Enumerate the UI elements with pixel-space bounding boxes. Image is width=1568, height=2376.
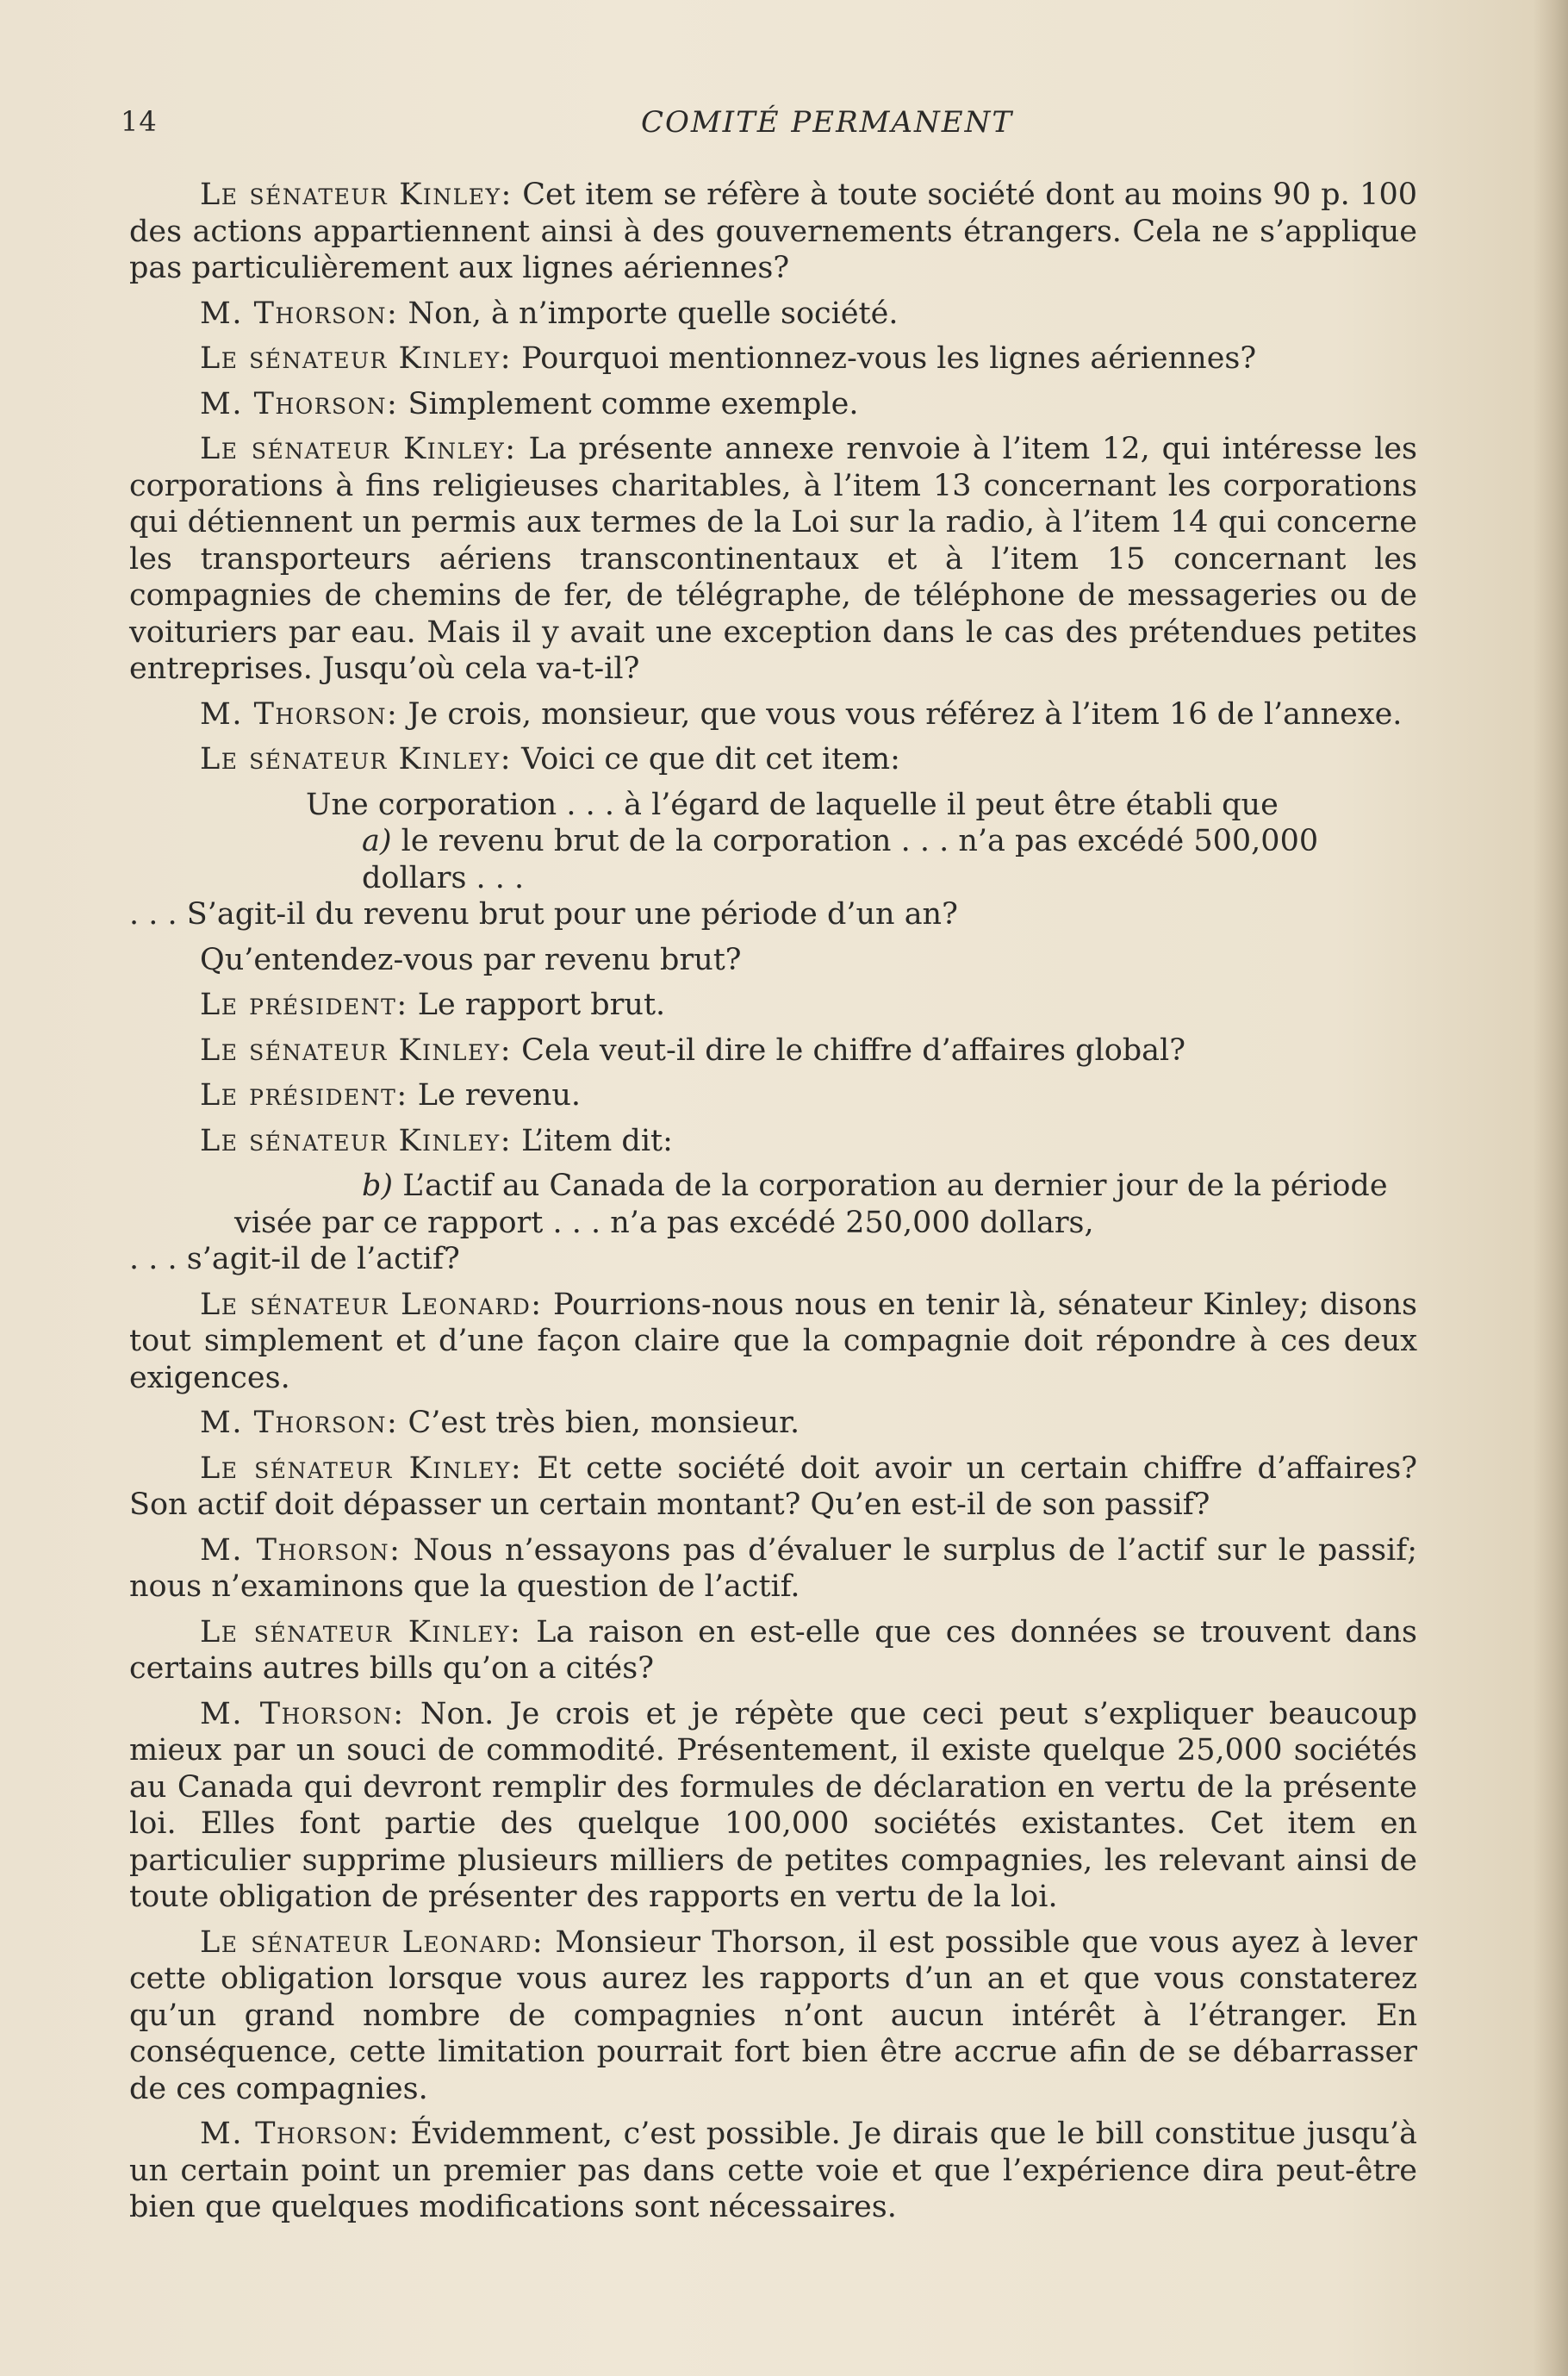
paragraph-text: Pourquoi mentionnez-vous les lignes aériennes? <box>512 341 1257 376</box>
transcript-paragraph <box>129 1614 1417 1687</box>
speaker-name: Le sénateur Kinley: <box>200 1032 513 1068</box>
transcript-paragraph <box>129 386 1417 423</box>
paragraph-text: Non, à n’importe quelle société. <box>398 296 899 331</box>
item-label: b) <box>362 1169 394 1203</box>
paragraph-text: Cela veut-il dire le chiffre d’affaires global? <box>512 1032 1186 1068</box>
transcript-paragraph <box>129 1032 1417 1070</box>
page-number: 14 <box>121 105 158 138</box>
speaker-name: Le président: <box>200 1078 408 1113</box>
paragraph-text: Et cette société doit avoir un certain chiffre d’affaires? Son actif doit dépasser un certain montant? Qu’en est-il de son passif? <box>129 1450 1417 1522</box>
transcript-paragraph <box>129 741 1417 778</box>
speaker-name: M. Thorson: <box>200 1532 401 1568</box>
paragraph-text: Voici ce que dit cet item: <box>512 742 900 776</box>
quoted-item <box>129 823 1417 896</box>
speaker-name: M. Thorson: <box>200 296 399 331</box>
transcript-paragraph <box>129 1123 1417 1160</box>
transcript-paragraph <box>129 1532 1417 1606</box>
speaker-name: Le sénateur Kinley: <box>200 1450 523 1486</box>
transcript-paragraph <box>129 1696 1417 1916</box>
transcript-paragraph <box>129 177 1417 287</box>
transcript-paragraph <box>129 1077 1417 1114</box>
continuation-line: . . . s’agit-il de l’actif? <box>129 1242 460 1276</box>
quoted-item-continuation: visée par ce rapport . . . n’a pas excédé 250,000 dollars, <box>234 1205 1094 1240</box>
speaker-name: M. Thorson: <box>200 696 399 732</box>
quoted-text: Une corporation . . . à l’égard de laquelle il peut être établi que <box>306 787 1279 822</box>
transcript-paragraph <box>129 2116 1417 2226</box>
page-edge-shadow <box>1534 0 1568 2376</box>
paragraph-text: C’est très bien, monsieur. <box>398 1406 800 1440</box>
transcript-body <box>129 177 1417 2235</box>
page-header <box>121 105 1422 148</box>
paragraph-text: Monsieur Thorson, il est possible que vous ayez à lever cette obligation lorsque vous aurez les rapports d’un an et que vous constaterez qu’un grand nombre de compagnies n’ont aucun intérêt à l’étranger. En conséquence, cette limitation pourrait fort bien être accrue afin de se débarrasser de ces compagnies. <box>129 1924 1417 2106</box>
quoted-item <box>129 1168 1417 1205</box>
paragraph-text: Le rapport brut. <box>408 988 666 1022</box>
speaker-name: Le sénateur Kinley: <box>200 432 517 466</box>
transcript-paragraph <box>129 431 1417 688</box>
speaker-name: Le sénateur Kinley: <box>200 178 513 212</box>
transcript-paragraph <box>129 340 1417 377</box>
transcript-paragraph <box>129 1405 1417 1442</box>
speaker-name: Le sénateur Leonard: <box>200 1924 544 1960</box>
transcript-paragraph <box>129 1924 1417 2108</box>
paragraph-text: La présente annexe renvoie à l’item 12, qui intéresse les corporations à fins religieuses charitables, à l’item 13 concernant les corporations qui détiennent un permis aux termes de la Loi sur la radio, à l’item 14 qui concerne les transporteurs aériens transcontinentaux et à l’item 15 concernant les compagnies de chemins de fer, de télégraphe, de téléphone de messageries ou de voituriers par eau. Mais il y avait une exception dans le cas des prétendues petites entreprises. Jusqu’où cela va-t-il? <box>129 432 1417 686</box>
transcript-paragraph <box>129 696 1417 733</box>
paragraph-text: La raison en est-elle que ces données se trouvent dans certains autres bills qu’on a cités? <box>129 1614 1417 1686</box>
transcript-paragraph <box>129 987 1417 1024</box>
transcript-paragraph <box>129 1287 1417 1397</box>
speaker-name: Le sénateur Kinley: <box>200 1614 522 1649</box>
speaker-name: M. Thorson: <box>200 1696 405 1731</box>
running-head: COMITÉ PERMANENT <box>640 105 1014 140</box>
paragraph-text: Cet item se réfère à toute société dont au moins 90 p. 100 des actions appartiennent ainsi à des gouvernements étrangers. Cela ne s’applique pas particulièrement aux lignes aériennes? <box>129 178 1417 285</box>
paragraph-text: Non. Je crois et je répète que ceci peut s’expliquer beaucoup mieux par un souci de commodité. Présentement, il existe quelque 25,000 sociétés au Canada qui devront remplir des formules de déclaration en vertu de la présente loi. Elles font partie des quelque 100,000 sociétés existantes. Cet item en particulier supprime plusieurs milliers de petites compagnies, les relevant ainsi de toute obligation de présenter des rapports en vertu de la loi. <box>129 1696 1418 1914</box>
speaker-name: Le sénateur Leonard: <box>200 1287 543 1322</box>
speaker-name: Le président: <box>200 988 408 1022</box>
paragraph-text: Nous n’essayons pas d’évaluer le surplus de l’actif sur le passif; nous n’examinons que la question de l’actif. <box>129 1532 1418 1604</box>
item-text: le revenu brut de la corporation . . . n’a pas excédé 500,000 dollars . . . <box>362 824 1319 895</box>
speaker-name: M. Thorson: <box>200 386 399 421</box>
paragraph-text: Le revenu. <box>408 1078 582 1113</box>
transcript-paragraph <box>129 1450 1417 1524</box>
speaker-name: Le sénateur Kinley: <box>200 742 513 776</box>
item-text: L’actif au Canada de la corporation au dernier jour de la période <box>393 1169 1388 1203</box>
continuation-line: . . . S’agit-il du revenu brut pour une période d’un an? <box>129 897 958 932</box>
speaker-name: Le sénateur Kinley: <box>200 341 513 376</box>
plain-line: Qu’entendez-vous par revenu brut? <box>200 942 742 977</box>
speaker-name: Le sénateur Kinley: <box>200 1123 513 1158</box>
paragraph-text: Simplement comme exemple. <box>398 386 859 421</box>
paragraph-text: Pourrions-nous nous en tenir là, sénateur Kinley; disons tout simplement et d’une façon claire que la compagnie doit répondre à ces deux exigences. <box>129 1287 1417 1395</box>
speaker-name: M. Thorson: <box>200 2117 400 2151</box>
paragraph-text: Je crois, monsieur, que vous vous référez à l’item 16 de l’annexe. <box>398 696 1403 732</box>
paragraph-text: Évidemment, c’est possible. Je dirais que le bill constitue jusqu’à un certain point un premier pas dans cette voie et que l’expérience dira peut-être bien que quelques modifications sont nécessaires. <box>129 2117 1418 2224</box>
transcript-paragraph <box>129 296 1417 333</box>
item-label: a) <box>362 824 392 858</box>
speaker-name: M. Thorson: <box>200 1406 399 1440</box>
paragraph-text: L’item dit: <box>512 1123 673 1158</box>
